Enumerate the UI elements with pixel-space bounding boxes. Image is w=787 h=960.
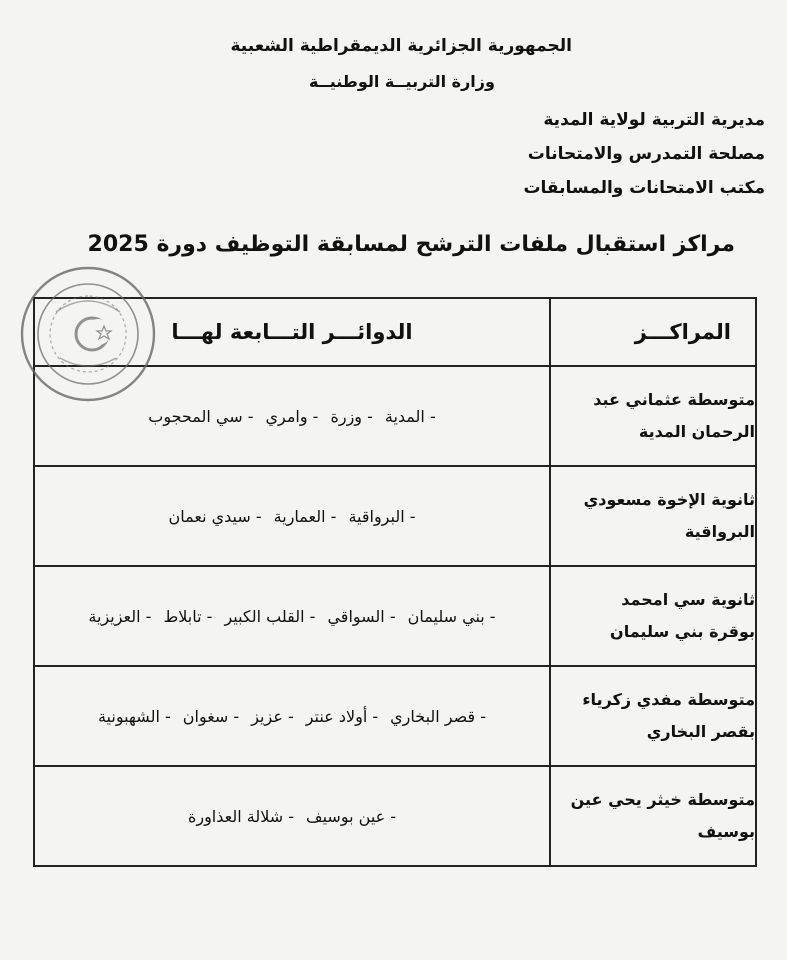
districts-cell: [34, 766, 550, 866]
district-item: - قصر البخاري: [390, 706, 487, 726]
district-list: [148, 407, 435, 426]
center-name-line: ثانوية الإخوة مسعودي: [583, 490, 755, 509]
table-row: [34, 466, 756, 566]
document-title: مراكز استقبال ملفات الترشح لمسابقة التوظيف دورة 2025: [87, 232, 735, 257]
center-name-line: بوسيف: [697, 822, 755, 841]
district-list: [88, 607, 495, 626]
district-item: - العزيزية: [88, 606, 152, 626]
header-centers: المراكـــز: [550, 298, 756, 366]
district-list: [98, 707, 486, 726]
service-line: مصلحة التمدرس والامتحانات: [527, 144, 765, 164]
district-item: - بني سليمان: [407, 606, 496, 626]
district-item: - أولاد عنتر: [305, 706, 379, 726]
table-row: [34, 766, 756, 866]
district-item: - سي المحجوب: [148, 406, 254, 426]
districts-cell: [34, 666, 550, 766]
district-item: - وامري: [265, 406, 319, 426]
center-name-line: بوقرة بني سليمان: [610, 622, 755, 641]
center-name-line: متوسطة خيثر يحي عين: [570, 790, 755, 809]
center-name-cell: [550, 766, 756, 866]
center-name-cell: [550, 666, 756, 766]
district-list: [188, 807, 396, 826]
district-item: - سغوان: [182, 706, 240, 726]
district-item: - عين بوسيف: [306, 806, 397, 826]
header-districts: الدوائـــر التـــابعة لهـــا: [34, 298, 550, 366]
bureau-line: مكتب الامتحانات والمسابقات: [523, 178, 765, 198]
district-item: - العمارية: [273, 506, 337, 526]
ministry-header: وزارة التربيــة الوطنيــة: [309, 72, 495, 91]
districts-cell: [34, 466, 550, 566]
district-item: - وزرة: [330, 406, 373, 426]
district-item: - البرواقية: [348, 506, 416, 526]
republic-header: الجمهورية الجزائرية الديمقراطية الشعبية: [230, 36, 572, 56]
center-name-line: بقصر البخاري: [646, 722, 755, 741]
center-name-line: متوسطة مفدي زكرياء: [582, 690, 755, 709]
district-item: - سيدي نعمان: [168, 506, 262, 526]
directorate-line: مديرية التربية لولاية المدية: [543, 110, 765, 130]
district-item: - القلب الكبير: [224, 606, 316, 626]
center-name-line: ثانوية سي امحمد: [621, 590, 755, 609]
table-row: [34, 666, 756, 766]
district-item: - المدية: [384, 406, 436, 426]
center-name-line: متوسطة عثماني عبد: [593, 390, 755, 409]
district-item: - عزيز: [251, 706, 294, 726]
districts-cell: [34, 566, 550, 666]
district-list: [169, 507, 416, 526]
center-name-cell: [550, 566, 756, 666]
table-row: [34, 566, 756, 666]
center-name-line: الرحمان المدية: [638, 422, 755, 441]
district-item: - السواقي: [327, 606, 396, 626]
district-item: - الشهبونية: [97, 706, 171, 726]
district-item: - تابلاط: [163, 606, 213, 626]
center-name-cell: [550, 366, 756, 466]
district-item: - شلالة العذاورة: [187, 806, 295, 826]
center-name-line: البرواقية: [684, 522, 755, 541]
center-name-cell: [550, 466, 756, 566]
official-seal-icon: [12, 262, 162, 410]
